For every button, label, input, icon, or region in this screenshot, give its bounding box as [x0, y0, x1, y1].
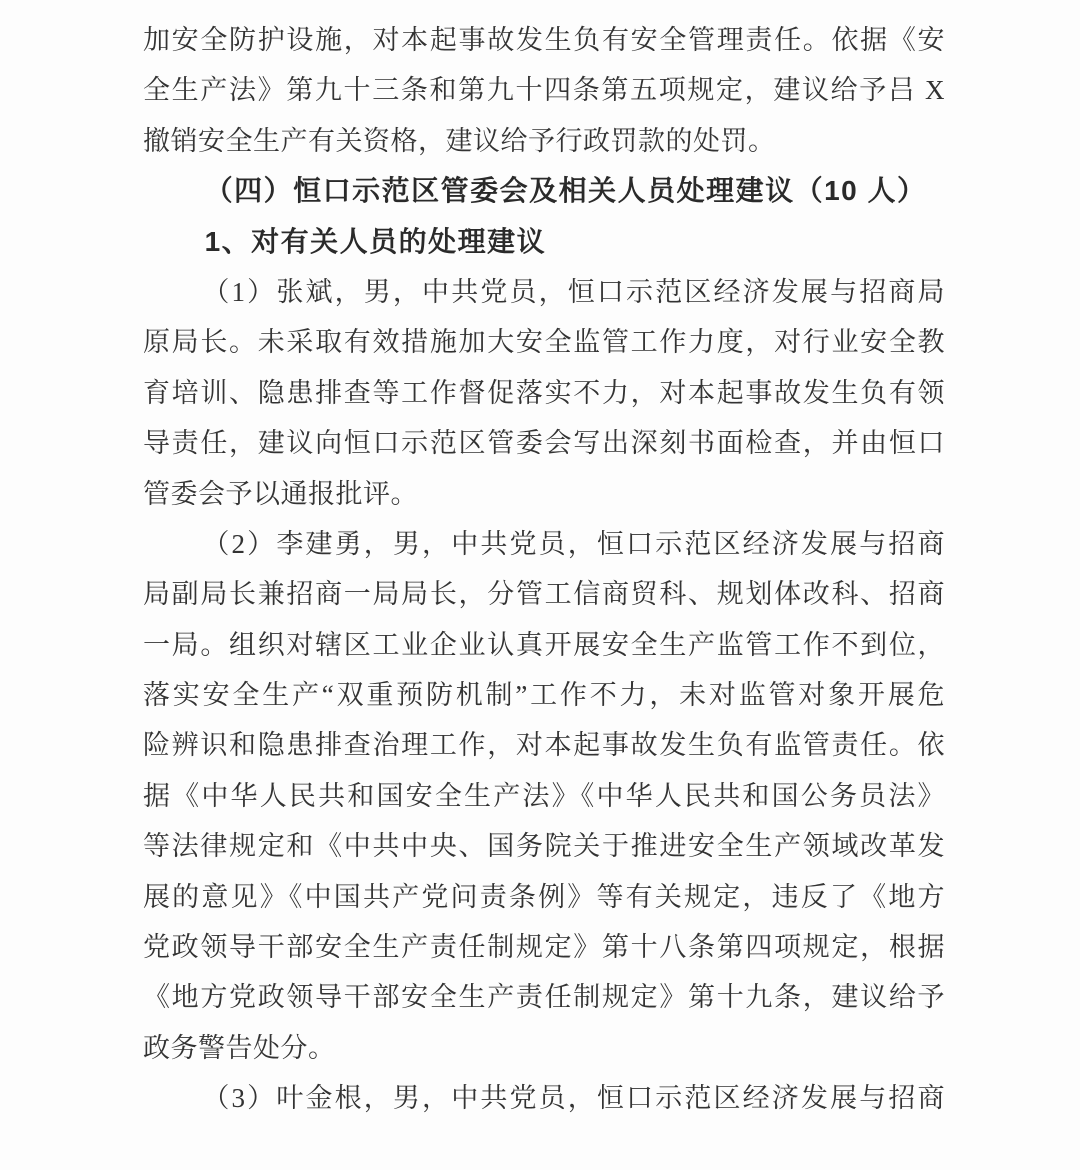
paragraph-line: 局副局长兼招商一局局长，分管工信商贸科、规划体改科、招商 — [143, 579, 945, 610]
paragraph-line: 等法律规定和《中共中央、国务院关于推进安全生产领域改革发 — [143, 831, 945, 862]
paragraph-line: 《地方党政领导干部安全生产责任制规定》第十九条，建议给予 — [143, 982, 945, 1013]
paragraph-line: 育培训、隐患排查等工作督促落实不力，对本起事故发生负有领 — [143, 377, 945, 408]
paragraph-line: （3）叶金根，男，中共党员，恒口示范区经济发展与招商 — [202, 1083, 945, 1114]
paragraph-line: 加安全防护设施，对本起事故发生负有安全管理责任。依据《安 — [143, 25, 945, 55]
paragraph-line: （2）李建勇，男，中共党员，恒口示范区经济发展与招商 — [202, 528, 945, 559]
paragraph-line: 原局长。未采取有效措施加大安全监管工作力度，对行业安全教 — [143, 327, 945, 358]
paragraph-line: 全生产法》第九十三条和第九十四条第五项规定，建议给予吕 X — [143, 75, 945, 106]
paragraph-line: 党政领导干部安全生产责任制规定》第十八条第四项规定，根据 — [143, 932, 945, 963]
paragraph-line: （1）张斌，男，中共党员，恒口示范区经济发展与招商局 — [202, 276, 945, 307]
paragraph-line: 险辨识和隐患排查治理工作，对本起事故发生负有监管责任。依 — [143, 730, 945, 761]
paragraph-line: 管委会予以通报批评。 — [143, 478, 418, 509]
paragraph-line: 政务警告处分。 — [143, 1032, 336, 1063]
paragraph-line: 撤销安全生产有关资格，建议给予行政罚款的处罚。 — [143, 125, 776, 156]
subsection-heading-line: 1、对有关人员的处理建议 — [204, 225, 547, 257]
paragraph-line: 展的意见》《中国共产党问责条例》等有关规定，违反了《地方 — [143, 881, 945, 912]
paragraph-line: 据《中华人民共和国安全生产法》《中华人民共和国公务员法》 — [143, 780, 945, 811]
paragraph-line: 导责任，建议向恒口示范区管委会写出深刻书面检查，并由恒口 — [143, 428, 945, 459]
paragraph-line: 落实安全生产“双重预防机制”工作不力，未对监管对象开展危 — [143, 680, 945, 711]
section-heading-line: （四）恒口示范区管委会及相关人员处理建议（10 人） — [204, 175, 927, 207]
paragraph-line: 一局。组织对辖区工业企业认真开展安全生产监管工作不到位， — [143, 629, 945, 660]
